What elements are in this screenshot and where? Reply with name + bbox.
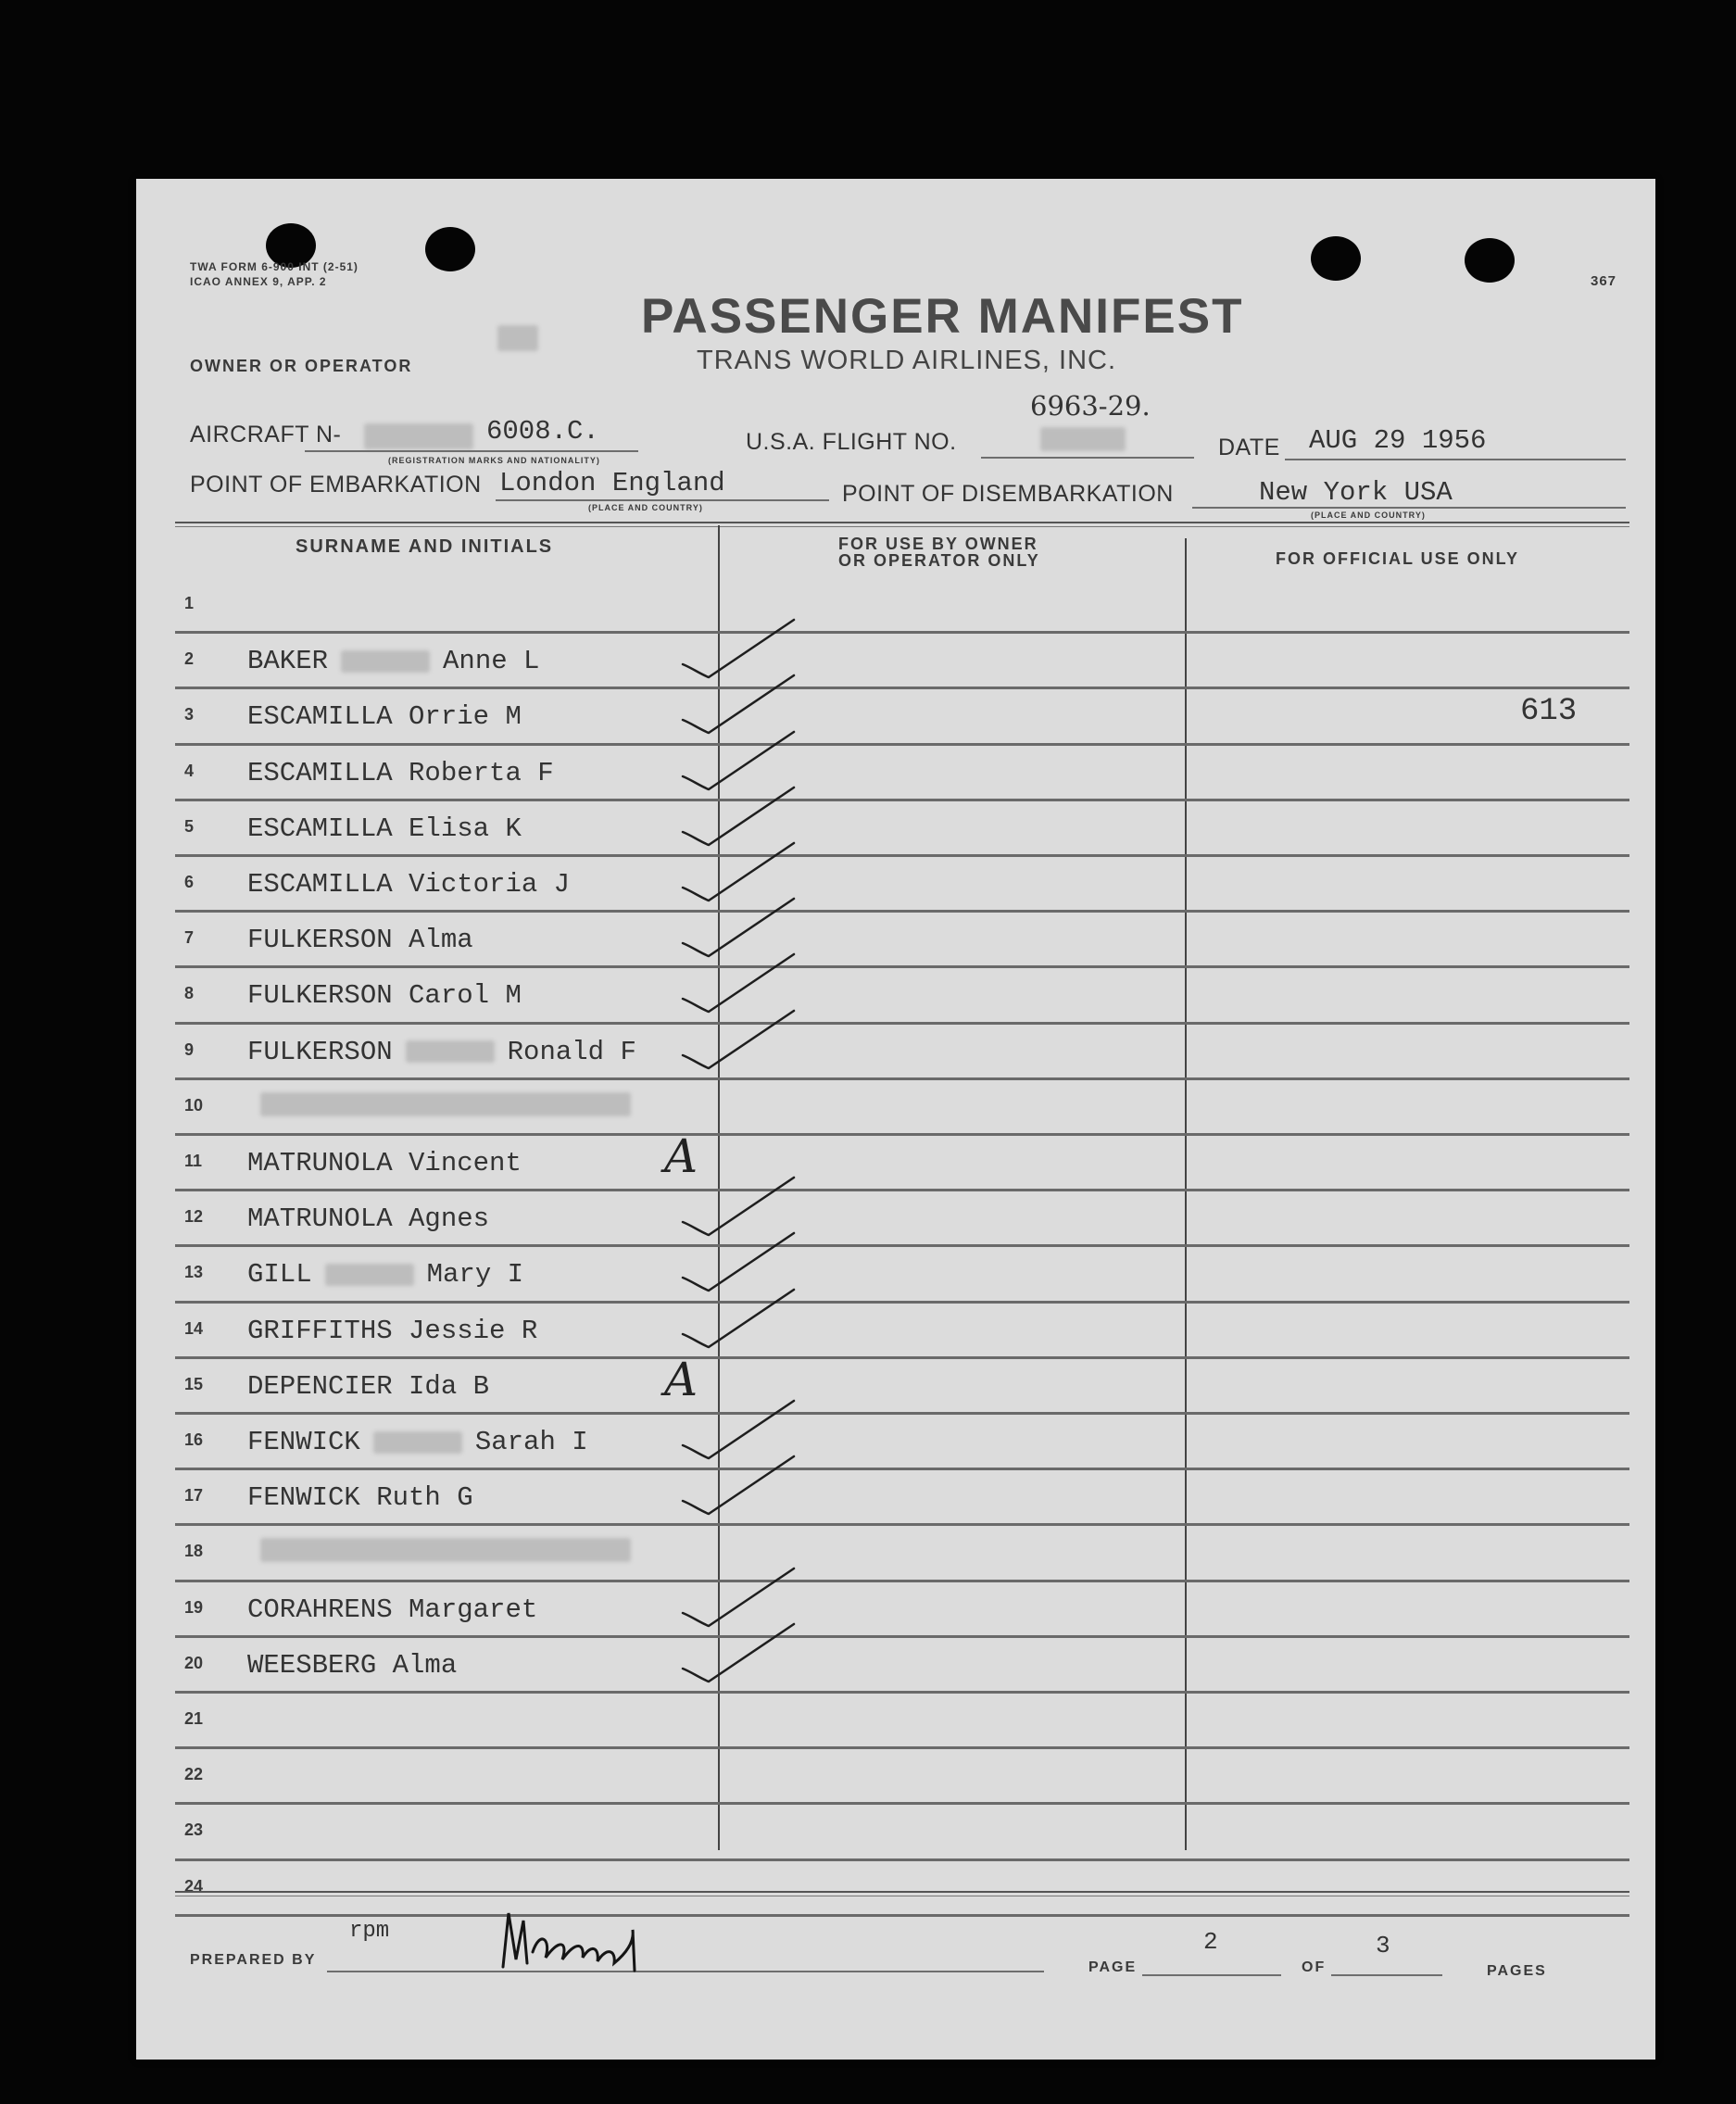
passenger-name-part: WEESBERG Alma xyxy=(247,1649,458,1681)
prepared-by-value: rpm xyxy=(349,1919,390,1944)
passenger-name-part: Mary I xyxy=(426,1259,524,1291)
passenger-name-part: FULKERSON xyxy=(247,1036,393,1067)
passenger-name xyxy=(247,758,567,788)
redacted-text xyxy=(325,1264,414,1286)
row-number: 10 xyxy=(184,1095,204,1115)
handwritten-mark: A xyxy=(664,1129,698,1183)
redacted-text xyxy=(406,1040,495,1063)
row-number: 11 xyxy=(184,1152,203,1170)
form-id-line2: ICAO ANNEX 9, APP. 2 xyxy=(190,275,327,288)
punch-hole xyxy=(425,227,475,271)
passenger-name xyxy=(247,813,535,844)
row-number: 24 xyxy=(184,1876,204,1896)
row-number: 3 xyxy=(184,705,195,724)
passenger-name xyxy=(247,1092,644,1116)
table-row xyxy=(136,1750,1655,1806)
sheet-number: 367 xyxy=(1591,273,1617,289)
handwritten-mark: A xyxy=(664,1352,698,1406)
passenger-name xyxy=(247,1594,550,1625)
passenger-name-part: DEPENCIER Ida B xyxy=(247,1370,490,1402)
row-number: 8 xyxy=(184,984,195,1003)
row-number: 16 xyxy=(184,1430,204,1449)
table-row xyxy=(136,1862,1655,1918)
row-number: 12 xyxy=(184,1207,204,1227)
owner-operator-label: OWNER OR OPERATOR xyxy=(190,357,413,375)
punch-hole xyxy=(1465,238,1515,283)
form-id-line1: TWA FORM 6-900 INT (2-51) xyxy=(190,260,359,273)
passenger-name-part: FENWICK Ruth G xyxy=(247,1482,473,1514)
passenger-name xyxy=(247,1316,550,1346)
punch-hole xyxy=(1311,236,1361,281)
passenger-name-part: Ronald F xyxy=(507,1036,636,1067)
passenger-name xyxy=(247,1203,502,1234)
date-value: AUG 29 1956 xyxy=(1309,425,1487,456)
disembarkation-caption: (PLACE AND COUNTRY) xyxy=(1311,510,1426,520)
row-number: 4 xyxy=(184,761,195,780)
table-row xyxy=(136,635,1655,690)
disembarkation-value: New York USA xyxy=(1259,477,1453,508)
passenger-name-part: FULKERSON Alma xyxy=(247,925,473,956)
passenger-name-part: Sarah I xyxy=(474,1427,588,1457)
page-total: 3 xyxy=(1376,1932,1390,1959)
row-number: 17 xyxy=(184,1486,204,1506)
manifest-sheet xyxy=(136,179,1655,2060)
table-row xyxy=(136,1527,1655,1582)
check-mark xyxy=(673,1279,831,1362)
passenger-name xyxy=(247,646,539,676)
passenger-name xyxy=(247,1538,644,1562)
passenger-name xyxy=(247,1037,636,1067)
passenger-name-part: CORAHRENS Margaret xyxy=(247,1594,538,1625)
redacted-text xyxy=(260,1538,631,1562)
table-row xyxy=(136,1352,1655,1416)
row-number: 2 xyxy=(184,649,195,669)
check-mark xyxy=(673,1445,831,1529)
flight-label: U.S.A. FLIGHT NO. xyxy=(746,429,957,455)
table-row xyxy=(136,690,1655,746)
prepared-by-label: PREPARED BY xyxy=(190,1952,317,1968)
passenger-name-part: BAKER xyxy=(247,646,329,677)
aircraft-label: AIRCRAFT N- xyxy=(190,422,342,447)
redacted-stamp xyxy=(497,325,538,351)
table-row xyxy=(136,1304,1655,1360)
table-row xyxy=(136,1248,1655,1304)
table-row xyxy=(136,747,1655,802)
table-row xyxy=(136,969,1655,1025)
passenger-name xyxy=(247,1371,502,1402)
table-row xyxy=(136,1416,1655,1471)
passenger-name xyxy=(247,701,535,732)
row-number: 21 xyxy=(184,1709,204,1728)
row-number: 20 xyxy=(184,1653,204,1672)
table-row xyxy=(136,913,1655,969)
redacted-text xyxy=(373,1431,462,1454)
table-row xyxy=(136,802,1655,858)
row-number: 15 xyxy=(184,1374,204,1393)
check-mark xyxy=(673,1000,831,1083)
passenger-name-part: ESCAMILLA Elisa K xyxy=(247,813,522,844)
redacted-flight-number xyxy=(1040,427,1126,451)
redacted-aircraft-prefix xyxy=(364,423,473,449)
row-number: 1 xyxy=(184,594,195,612)
table-row xyxy=(136,1129,1655,1192)
table-row xyxy=(136,1639,1655,1695)
column-header-names: SURNAME AND INITIALS xyxy=(296,536,554,557)
passenger-name-part: MATRUNOLA Vincent xyxy=(247,1148,522,1178)
page-label: PAGE xyxy=(1088,1959,1138,1975)
flight-annotation: 6963-29. xyxy=(1030,390,1151,422)
page-number: 2 xyxy=(1203,1928,1218,1956)
registration-caption: (REGISTRATION MARKS AND NATIONALITY) xyxy=(388,456,600,465)
date-label: DATE xyxy=(1218,435,1280,460)
embarkation-value: London England xyxy=(499,468,725,498)
table-row xyxy=(136,1806,1655,1861)
table-row xyxy=(136,1471,1655,1527)
airline-name: TRANS WORLD AIRLINES, INC. xyxy=(697,346,1117,375)
redacted-text xyxy=(260,1092,631,1116)
passenger-name-part: FENWICK xyxy=(247,1427,360,1457)
row-number: 13 xyxy=(184,1263,204,1282)
row-number: 22 xyxy=(184,1765,204,1784)
embarkation-label: POINT OF EMBARKATION xyxy=(190,472,482,498)
passenger-name-part: MATRUNOLA Agnes xyxy=(247,1203,490,1235)
row-number: 5 xyxy=(184,816,195,836)
page-title: PASSENGER MANIFEST xyxy=(641,289,1244,344)
row-number: 6 xyxy=(184,873,195,891)
pages-label: PAGES xyxy=(1487,1963,1547,1979)
row-number: 14 xyxy=(184,1318,204,1338)
row-number: 9 xyxy=(184,1039,195,1059)
row-number: 19 xyxy=(184,1597,204,1617)
table-row xyxy=(136,1081,1655,1137)
passenger-name-part: FULKERSON Carol M xyxy=(247,980,522,1012)
table-row xyxy=(136,579,1655,635)
table-row xyxy=(136,1695,1655,1750)
row-number: 18 xyxy=(184,1542,204,1561)
embarkation-caption: (PLACE AND COUNTRY) xyxy=(588,503,703,512)
table-row xyxy=(136,858,1655,913)
passenger-name xyxy=(247,980,535,1011)
passenger-name-part: GRIFFITHS Jessie R xyxy=(247,1315,538,1346)
preparer-signature xyxy=(496,1902,672,1980)
check-mark xyxy=(673,1613,831,1696)
passenger-name-part: Anne L xyxy=(443,646,540,677)
official-use-value: 613 xyxy=(1520,694,1578,730)
passenger-name xyxy=(247,1482,486,1513)
column-header-owner-line2: OR OPERATOR ONLY xyxy=(838,551,1040,570)
table-row xyxy=(136,1192,1655,1248)
aircraft-value: 6008.C. xyxy=(486,416,599,447)
passenger-name xyxy=(247,925,486,955)
column-header-official: FOR OFFICIAL USE ONLY xyxy=(1276,549,1520,568)
table-row xyxy=(136,1026,1655,1081)
column-header-owner-line1: FOR USE BY OWNER xyxy=(838,535,1038,553)
passenger-name-part: ESCAMILLA Victoria J xyxy=(247,869,571,900)
passenger-name-part: ESCAMILLA Orrie M xyxy=(247,701,522,733)
passenger-name xyxy=(247,869,583,900)
redacted-text xyxy=(341,650,430,673)
passenger-name xyxy=(247,1148,535,1178)
of-label: OF xyxy=(1302,1959,1327,1975)
passenger-name-part: ESCAMILLA Roberta F xyxy=(247,757,554,788)
passenger-name xyxy=(247,1650,470,1681)
disembarkation-label: POINT OF DISEMBARKATION xyxy=(842,481,1174,507)
row-number: 23 xyxy=(184,1821,204,1840)
passenger-name xyxy=(247,1427,588,1457)
passenger-name-part: GILL xyxy=(247,1259,312,1291)
row-number: 7 xyxy=(184,928,195,948)
passenger-name xyxy=(247,1259,523,1290)
table-row xyxy=(136,1583,1655,1639)
